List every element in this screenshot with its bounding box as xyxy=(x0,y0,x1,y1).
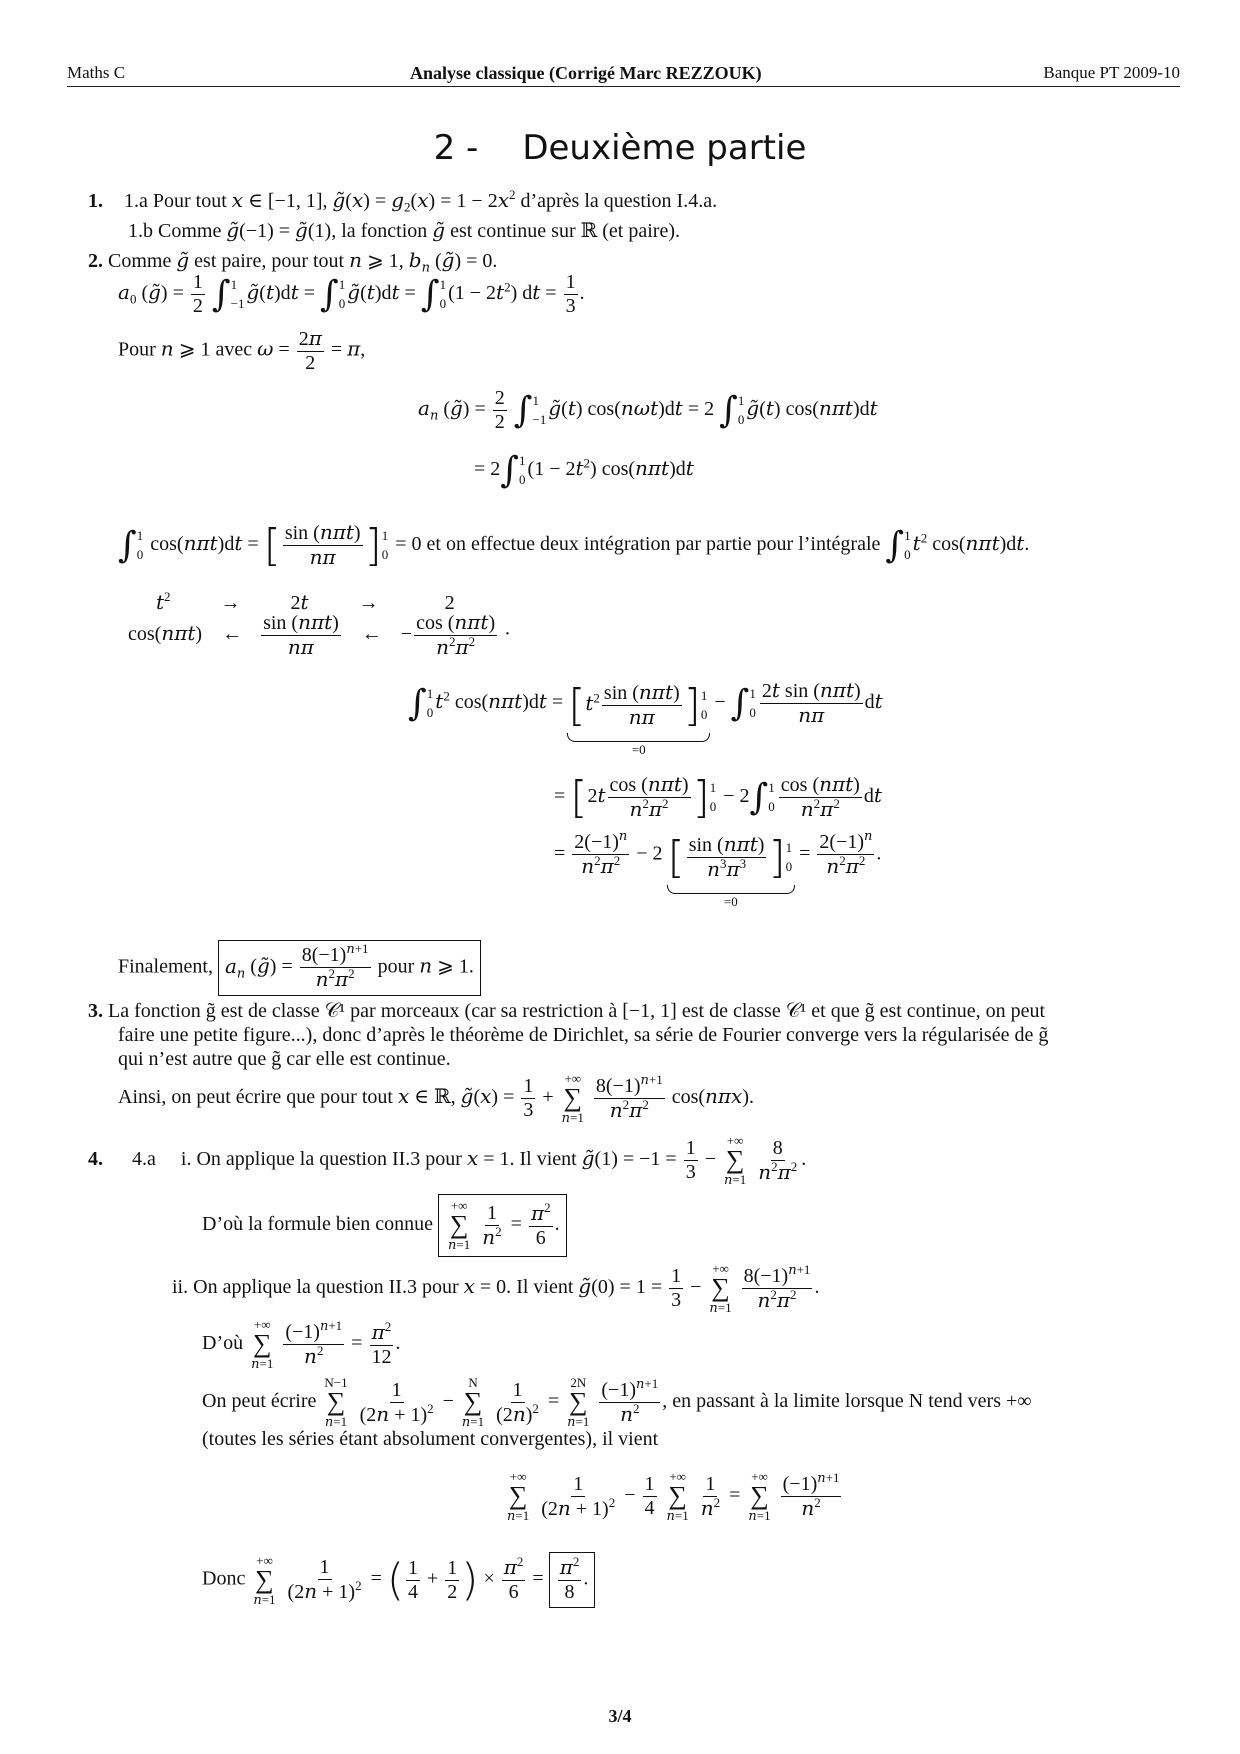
alternating-sum-line: D’où +∞ ∑ n=1 $\frac{(-1)^{n+1}}{n^2}$ = $\frac{\pi^2}{12}$ . xyxy=(202,1317,401,1372)
ipp-text: et on effectue deux intégration par partie pour l’intégrale xyxy=(426,533,881,556)
an-result-box: $a_n$ (g̃) = $\frac{8(-1)^{n+1}}{n^2\pi^2}$ pour n ⩾ 1. xyxy=(218,940,481,996)
section-number: 2 - xyxy=(433,128,479,168)
ipp-step-3: = $\frac{2(-1)^n}{n^2\pi^2}$ − 2 [ $\frac{\text{sin (nπt)}}{n^3\pi^3}$ ] 1 0 =0 = $\frac{2(-1)^n}{n^2\pi^2}$ . xyxy=(554,829,882,909)
an-formula-1: $a_n$ (g̃) = $\frac{2}{2}$ ∫ 1 −1 g̃(t) cos(nωt)dt = 2 ∫ 1 0 g̃(t) cos(nπt)dt xyxy=(418,387,878,433)
donc-text: Donc xyxy=(202,1567,246,1590)
q1b-text-2: , la fonction xyxy=(331,220,428,242)
ipp-table-row-2: cos(nπt) ← $\frac{\text{sin (nπt)}}{n\pi}$ ← − $\frac{\text{cos (nπt)}}{n^2\pi^2}$ · xyxy=(128,610,511,659)
q4-number: 4. xyxy=(88,1148,103,1171)
ainsi-text: Ainsi, on peut écrire que pour tout xyxy=(118,1086,393,1109)
partial-sums-line: On peut écrire N−1 ∑ n=1 $\frac{1}{(2n + 1)^2}$ − N ∑ n=1 $\frac{1}{(2n)^2}$ = 2N ∑ n=1 $\frac{(-1)^{n+1}}{n^2}$ , en passant à la limite lorsque N tend vers +∞ xyxy=(202,1375,1032,1430)
q3-paragraph-1: La fonction g̃ est de classe 𝒞¹ par morceaux (car sa restriction à [−1, 1] est de classe 𝒞¹ et que g̃ est continue, on peut xyxy=(108,1000,1046,1022)
q1-number: 1. xyxy=(88,190,103,212)
q1-line-b: 1.b Comme g̃(−1) = g̃(1), la fonction g̃ est continue sur ℝ (et paire). xyxy=(128,218,680,242)
q1a-ref: d’après la question I.4.a. xyxy=(520,190,718,212)
section-name: Deuxième partie xyxy=(522,128,807,168)
omega-line: Pour n ⩾ 1 avec ω = $\frac{2\pi}{2}$ = π, xyxy=(118,326,366,374)
fourier-series-line: Ainsi, on peut écrire que pour tout x ∈ ℝ, g̃(x) = $\frac{1}{3}$ + +∞ ∑ n=1 $\frac{8(-1)^{n+1}}{n^2\pi^2}$ cos(nπx). xyxy=(118,1071,755,1126)
q1b-label: 1.b xyxy=(128,220,153,242)
ipp-step-1: ∫ 1 0 $t^2$ cos(nπt)dt = [$t^2$ $\frac{\text{sin (nπt)}}{n\pi}$ ] 1 0 =0 − ∫ 1 0 $\frac{\text{2t sin (nπt)}}{n\pi}$ dt xyxy=(408,678,883,757)
page-number: 3/4 xyxy=(608,1706,632,1726)
finalement-line xyxy=(118,940,481,996)
ipp-table-row-1: $t^2 \to 2t \to 2$ xyxy=(156,589,455,614)
q4ii-text: On applique la question II.3 pour xyxy=(193,1276,459,1299)
q2-line-1: 2. Comme g̃ est paire, pour tout n ⩾ 1, $b_n$ (g̃) = 0. xyxy=(88,248,498,276)
q4i-label: i. xyxy=(180,1148,192,1171)
q3-line-1 xyxy=(88,1000,1045,1023)
q4i-line: 4. 4.a i. On applique la question II.3 pour x = 1. Il vient g̃(1) = −1 = $\frac{1}{3}$ − +∞ ∑ n=1 $\frac{8}{n^2\pi^2}$ . xyxy=(88,1133,807,1188)
q4ii-line: ii. On applique la question II.3 pour x = 0. Il vient g̃(0) = 1 = $\frac{1}{3}$ − +∞ ∑ n=1 $\frac{8(-1)^{n+1}}{n^2\pi^2}$ . xyxy=(172,1261,820,1316)
on-peut-text: On peut écrire xyxy=(202,1390,317,1413)
section-title xyxy=(0,128,1240,168)
an-formula-2: = 2∫ 1 0 $(1 - 2t^2)$ cos(nπt)dt xyxy=(474,450,694,491)
q2-text-b: est paire, pour tout xyxy=(194,250,345,272)
il-vient-text-1: Il vient xyxy=(519,1148,577,1171)
cos-integral-line: ∫ 1 0 cos(nπt)dt = [ $\frac{\text{sin (nπt)}}{n\pi}$ ] 1 0 = 0 et on effectue deux intégration par partie pour l’intégrale ∫ 1 0 $t^2$ cos(nπt)dt. xyxy=(118,520,1030,571)
toutes-line: (toutes les séries étant absolument convergentes), il vient xyxy=(202,1428,659,1450)
header-left: Maths C xyxy=(67,63,126,82)
q2-number: 2. xyxy=(88,250,103,272)
q4a-label: 4.a xyxy=(132,1148,156,1171)
odd-sum-box: $\frac{\pi^2}{8}$ . xyxy=(549,1552,596,1608)
q4i-text: On applique la question II.3 pour xyxy=(196,1148,462,1171)
q1b-text-3: est continue sur xyxy=(450,220,576,242)
odd-sum-line: Donc +∞ ∑ n=1 $\frac{1}{(2n + 1)^2}$ = ( $\frac{1}{4}$ + $\frac{1}{2}$ ) × $\frac{\pi^2}{6}$ = $\frac{\pi^2}{8}$ . xyxy=(202,1552,595,1608)
q3-number: 3. xyxy=(88,1000,103,1022)
il-vient-text-2: Il vient xyxy=(516,1276,574,1299)
q1-line-a: 1. 1.a Pour tout x ∈ [−1, 1], g̃(x) = $g_2(x) = 1 - 2x^2$ d’après la question I.4.a. xyxy=(88,187,718,215)
header-right: Banque PT 2009-10 xyxy=(1043,63,1180,82)
passant-text: , en passant à la limite lorsque N tend vers +∞ xyxy=(662,1390,1032,1413)
q3-line-2: faire une petite figure...), donc d’après le théorème de Dirichlet, sa série de Fourier converge vers la régularisée de g̃ xyxy=(118,1024,1049,1046)
pour-text: Pour xyxy=(118,338,156,361)
basel-line xyxy=(202,1194,567,1257)
header-rule xyxy=(67,86,1180,87)
a0-formula: $a_0$ (g̃) = $\frac{1}{2}$ ∫ 1 −1 g̃(t)dt = ∫ 1 0 g̃(t)dt = ∫ 1 0 $(1 - 2t^2)$ dt = $\frac{1}{3}$ . xyxy=(118,271,585,317)
q2-text-a: Comme xyxy=(108,250,172,272)
formule-text: D’où la formule bien connue xyxy=(202,1213,434,1236)
q1b-text-1: Comme xyxy=(158,220,222,242)
avec-text: avec xyxy=(215,338,253,361)
pour-n-text: pour xyxy=(377,955,415,978)
limit-equation: +∞ ∑ n=1 $\frac{1}{(2n + 1)^2}$ − $\frac{1}{4}$ +∞ ∑ n=1 $\frac{1}{n^2}$ = +∞ ∑ n=1 $\frac{(-1)^{n+1}}{n^2}$ xyxy=(507,1469,840,1524)
ipp-step-2: = [2t $\frac{\text{cos (nπt)}}{n^2\pi^2}$ ] 1 0 − 2∫ 1 0 $\frac{\text{cos (nπt)}}{n^2\pi^2}$ dt xyxy=(554,772,882,823)
q4ii-label: ii. xyxy=(172,1276,189,1299)
finalement-text: Finalement, xyxy=(118,955,213,978)
q1b-text-4: (et paire). xyxy=(602,220,680,242)
basel-box: +∞ ∑ n=1 $\frac{1}{n^2}$ = $\frac{\pi^2}{6}$ . xyxy=(438,1194,567,1257)
dou-text: D’où xyxy=(202,1332,244,1355)
q1a-text: Pour tout xyxy=(152,190,227,212)
q1a-label: 1.a xyxy=(124,190,148,212)
header-title: Analyse classique (Corrigé Marc REZZOUK) xyxy=(410,63,762,83)
q3-line-3: qui n’est autre que g̃ car elle est continue. xyxy=(118,1048,451,1070)
